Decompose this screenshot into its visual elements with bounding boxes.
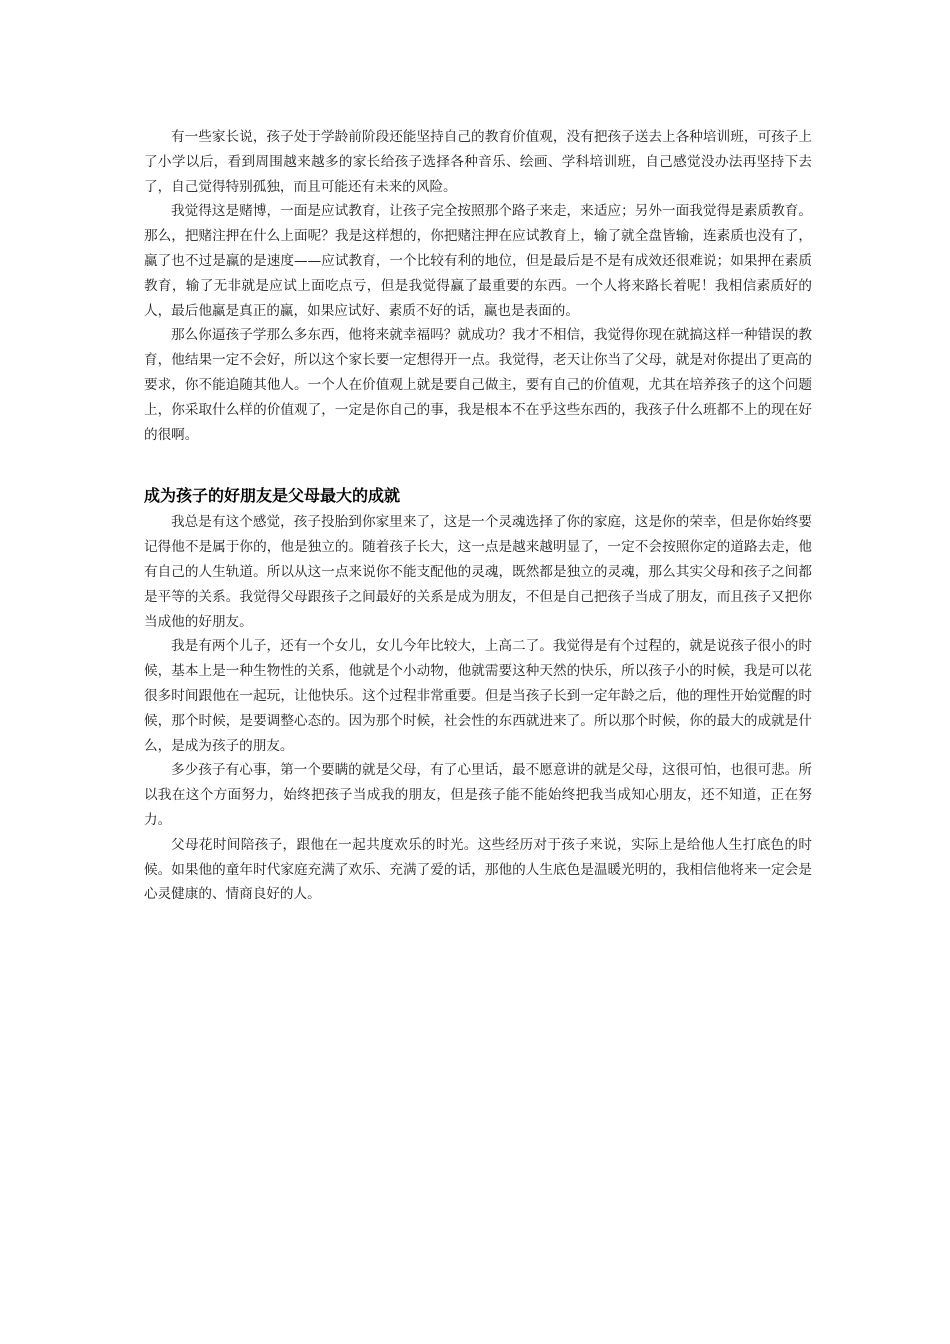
paragraph: 我总是有这个感觉，孩子投胎到你家里来了，这是一个灵魂选择了你的家庭，这是你的荣幸，但是你始终要记得他不是属于你的，他是独立的。随着孩子长大，这一点是越来越明显了，一定不会按照你定的道路去走，他有自己的人生轨道。所以从这一点来说你不能支配他的灵魂，既然都是独立的灵魂，那么其实父母和孩子之间都是平等的关系。我觉得父母跟孩子之间最好的关系是成为朋友，不但是自己把孩子当成了朋友，而且孩子又把你当成他的好朋友。 bbox=[144, 514, 812, 630]
section-friendship bbox=[144, 484, 812, 907]
paragraph: 我觉得这是赌博，一面是应试教育，让孩子完全按照那个路子来走，来适应；另外一面我觉得是素质教育。那么，把赌注押在什么上面呢？我是这样想的，你把赌注押在应试教育上，输了就全盘皆输，连素质也没有了，赢了也不过是赢的是速度——应试教育，一个比较有利的地位，但是最后是不是有成效还很难说；如果押在素质教育，输了无非就是应试上面吃点亏，但是我觉得赢了最重要的东西。一个人将来路长着呢！我相信素质好的人，最后他赢是真正的赢，如果应试好、素质不好的话，赢也是表面的。 bbox=[144, 203, 812, 319]
section-spacer bbox=[144, 447, 812, 484]
section-intro bbox=[144, 125, 812, 447]
paragraph: 父母花时间陪孩子，跟他在一起共度欢乐的时光。这些经历对于孩子来说，实际上是给他人生打底色的时候。如果他的童年时代家庭充满了欢乐、充满了爱的话，那他的人生底色是温暖光明的，我相信他将来一定会是心灵健康的、情商良好的人。 bbox=[144, 836, 812, 903]
paragraph: 我是有两个儿子，还有一个女儿，女儿今年比较大，上高二了。我觉得是有个过程的，就是说孩子很小的时候，基本上是一种生物性的关系，他就是个小动物，他就需要这种天然的快乐，所以孩子小的时候，我是可以花很多时间跟他在一起玩，让他快乐。这个过程非常重要。但是当孩子长到一定年龄之后，他的理性开始觉醒的时候，那个时候，是要调整心态的。因为那个时候，社会性的东西就进来了。所以那个时候，你的最大的成就是什么，是成为孩子的朋友。 bbox=[144, 638, 812, 754]
paragraph: 那么你逼孩子学那么多东西，他将来就幸福吗？就成功？我才不相信，我觉得你现在就搞这样一种错误的教育，他结果一定不会好，所以这个家长要一定想得开一点。我觉得，老天让你当了父母，就是对你提出了更高的要求，你不能追随其他人。一个人在价值观上就是要自己做主，要有自己的价值观，尤其在培养孩子的这个问题上，你采取什么样的价值观了，一定是你自己的事，我是根本不在乎这些东西的，我孩子什么班都不上的现在好的很啊。 bbox=[144, 327, 812, 443]
paragraph: 有一些家长说，孩子处于学龄前阶段还能坚持自己的教育价值观，没有把孩子送去上各种培训班，可孩子上了小学以后，看到周围越来越多的家长给孩子选择各种音乐、绘画、学科培训班，自己感觉没办法再坚持下去了，自己觉得特别孤独，而且可能还有未来的风险。 bbox=[144, 129, 812, 195]
document-body bbox=[144, 125, 812, 907]
paragraph: 多少孩子有心事，第一个要瞒的就是父母，有了心里话，最不愿意讲的就是父母，这很可怕，也很可悲。所以我在这个方面努力，始终把孩子当成我的朋友，但是孩子能不能始终把我当成知心朋友，还不知道，正在努力。 bbox=[144, 762, 812, 828]
section-heading: 成为孩子的好朋友是父母最大的成就 bbox=[144, 486, 401, 506]
